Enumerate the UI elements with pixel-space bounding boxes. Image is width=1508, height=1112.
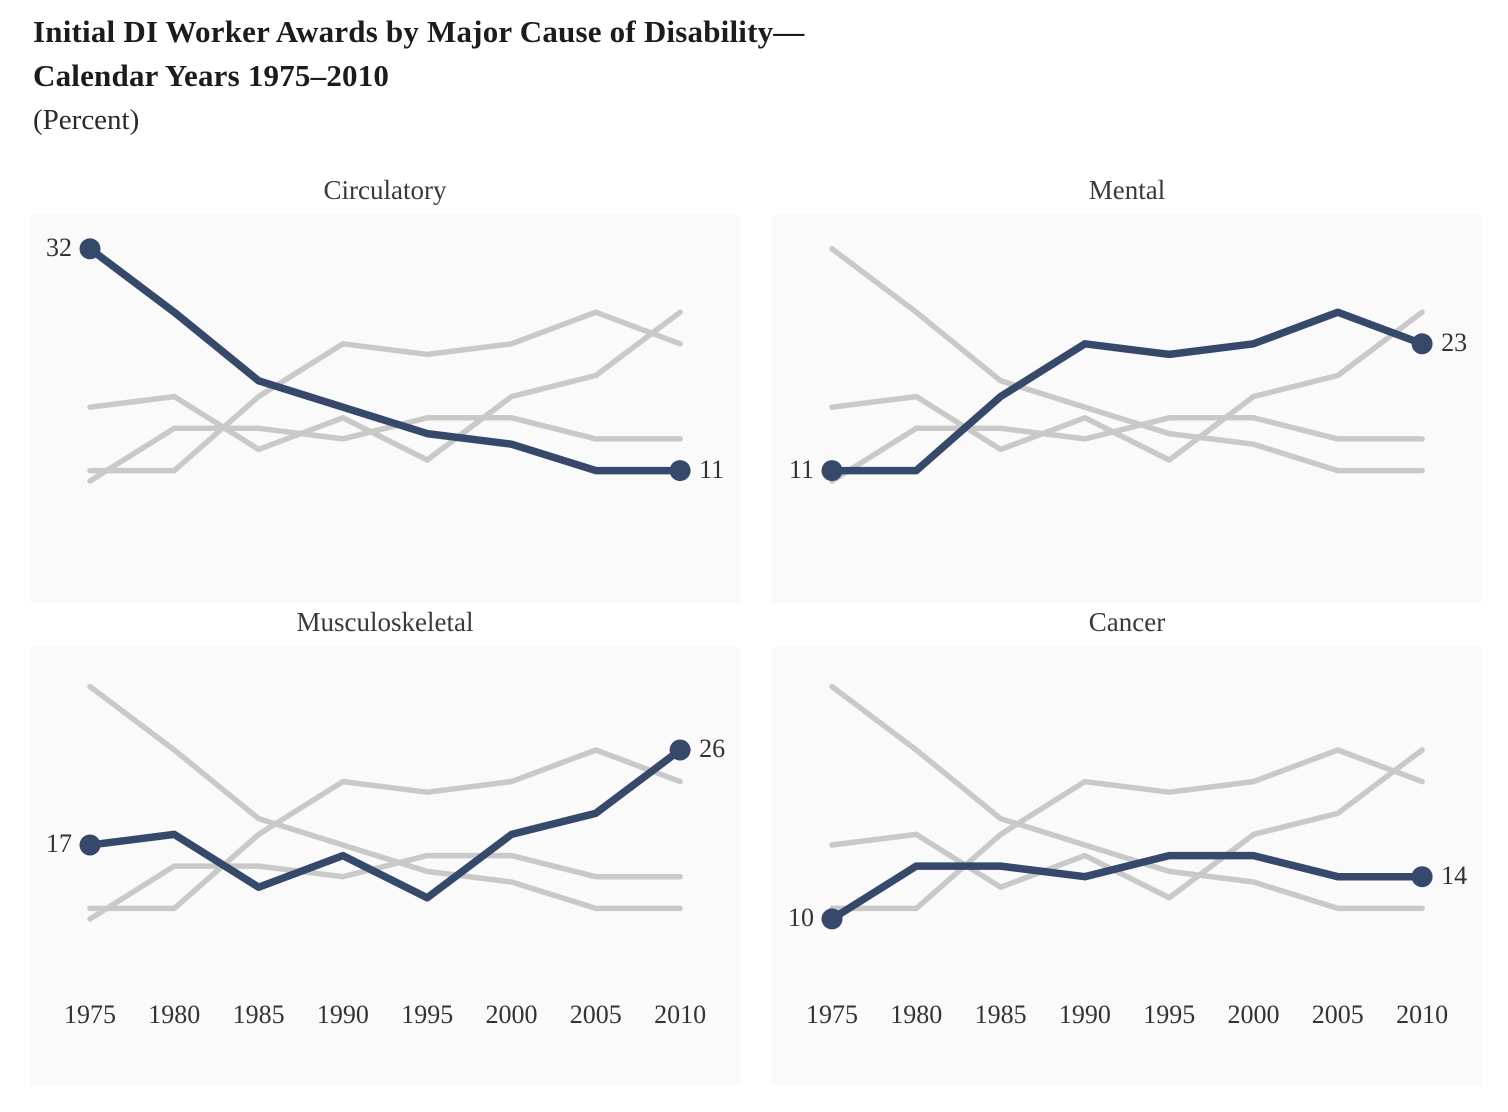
chart-title-line-2: Calendar Years 1975–2010: [33, 58, 390, 93]
endpoint-dot-start-cancer: [822, 908, 843, 929]
x-tick-label-cancer-2000: 2000: [1227, 1000, 1280, 1029]
panel-title-mental: Mental: [1088, 175, 1166, 205]
panel-mental: [772, 215, 1482, 603]
start-value-label-cancer: 10: [788, 902, 814, 932]
panel-circulatory: [30, 215, 740, 603]
series-line-mental-highlight: [832, 312, 1422, 470]
x-tick-label-musculoskeletal-1980: 1980: [148, 1000, 201, 1029]
panel-title-cancer: Cancer: [1088, 607, 1166, 637]
endpoint-dot-end-musculoskeletal: [670, 740, 691, 761]
x-tick-label-musculoskeletal-1990: 1990: [316, 1000, 369, 1029]
x-tick-label-musculoskeletal-2005: 2005: [569, 1000, 622, 1029]
endpoint-dot-start-musculoskeletal: [80, 835, 101, 856]
x-tick-label-musculoskeletal-1985: 1985: [232, 1000, 285, 1029]
endpoint-dot-start-mental: [822, 460, 843, 481]
x-tick-label-cancer-1995: 1995: [1143, 1000, 1196, 1029]
endpoint-dot-end-circulatory: [670, 460, 691, 481]
line-chart-mental: [772, 215, 1482, 603]
start-value-label-musculoskeletal: 17: [46, 829, 72, 858]
x-tick-label-cancer-2005: 2005: [1311, 1000, 1364, 1029]
endpoint-dot-end-mental: [1412, 333, 1433, 354]
end-value-label-circulatory: 11: [699, 454, 725, 484]
panel-title-musculoskeletal: Musculoskeletal: [296, 607, 474, 637]
end-value-label-mental: 23: [1441, 327, 1468, 357]
x-tick-label-cancer-1985: 1985: [974, 1000, 1027, 1029]
series-line-mental-muted: [90, 312, 680, 470]
series-line-mental-muted: [832, 750, 1422, 908]
x-tick-label-cancer-1990: 1990: [1058, 1000, 1111, 1029]
line-chart-circulatory: [30, 215, 740, 603]
x-tick-label-musculoskeletal-2000: 2000: [485, 1000, 538, 1029]
x-tick-label-musculoskeletal-2010: 2010: [654, 1000, 707, 1029]
start-value-label-mental: 11: [788, 454, 814, 484]
series-line-mental-muted: [90, 750, 680, 908]
x-tick-label-cancer-2010: 2010: [1396, 1000, 1449, 1029]
x-tick-label-cancer-1980: 1980: [890, 1000, 943, 1029]
endpoint-dot-end-cancer: [1412, 866, 1433, 887]
chart-units-subtitle: (Percent): [33, 104, 140, 136]
x-tick-label-cancer-1975: 1975: [806, 1000, 858, 1029]
x-tick-label-musculoskeletal-1995: 1995: [401, 1000, 454, 1029]
panel-title-circulatory: Circulatory: [323, 175, 447, 205]
chart-title-line-1: Initial DI Worker Awards by Major Cause of Disability—: [33, 14, 805, 49]
endpoint-dot-start-circulatory: [80, 238, 101, 259]
x-tick-label-musculoskeletal-1975: 1975: [64, 1000, 116, 1029]
end-value-label-cancer: 14: [1441, 860, 1468, 890]
start-value-label-circulatory: 32: [46, 232, 72, 262]
end-value-label-musculoskeletal: 26: [699, 733, 726, 763]
